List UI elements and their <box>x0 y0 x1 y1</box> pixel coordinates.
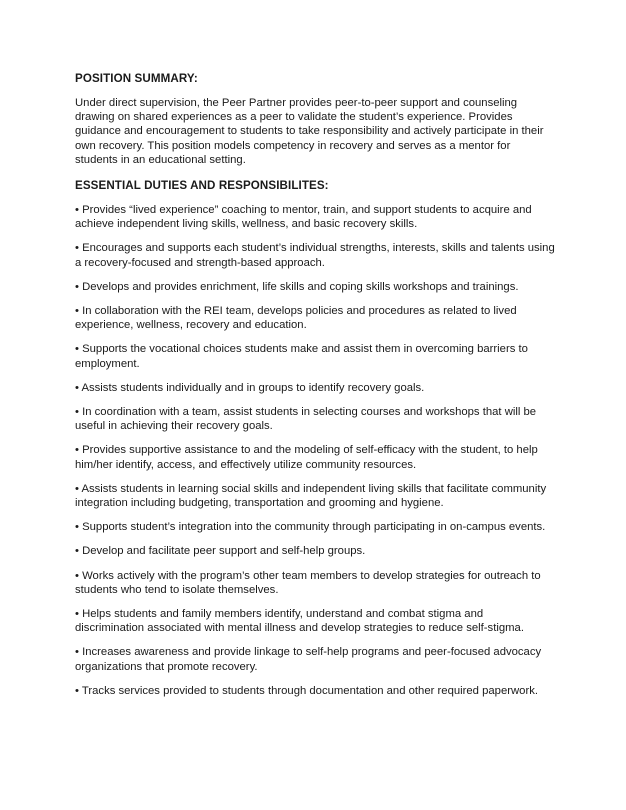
position-summary-heading: POSITION SUMMARY: <box>75 72 198 85</box>
duty-item: • Provides “lived experience” coaching to mentor, train, and support students to acquire and achieve independent living skills, wellness, and basic recovery skills. <box>75 204 532 231</box>
duty-item: • Encourages and supports each student’s individual strengths, interests, skills and talents using a recovery-focused and strength-based approach. <box>75 242 555 269</box>
duty-item: • In coordination with a team, assist students in selecting courses and workshops that will be useful in achieving their recovery goals. <box>75 406 537 433</box>
duty-item: • Helps students and family members identify, understand and combat stigma and discrimination associated with mental illness and develop strategies to reduce self-stigma. <box>75 608 524 635</box>
duty-item: • Works actively with the program’s other team members to develop strategies for outreach to students who tend to isolate themselves. <box>75 569 541 596</box>
duty-item: • Assists students individually and in groups to identify recovery goals. <box>75 381 425 394</box>
duty-item: • Tracks services provided to students through documentation and other required paperwork. <box>75 684 538 697</box>
document-page <box>75 72 555 708</box>
duty-item: • Develops and provides enrichment, life skills and coping skills workshops and trainings. <box>75 280 519 293</box>
duty-item: • In collaboration with the REI team, develops policies and procedures as related to lived experience, wellness, recovery and education. <box>75 305 517 332</box>
duty-item: • Develop and facilitate peer support and self-help groups. <box>75 545 366 558</box>
position-summary-text: Under direct supervision, the Peer Partner provides peer-to-peer support and counseling drawing on shared experiences as a peer to validate the student’s experience. Provides guidance and encouragement to students to take responsibility and actively participate in their own recovery. This position models competency in recovery and serves as a mentor for students in an educational setting. <box>75 97 544 166</box>
duty-item: • Increases awareness and provide linkage to self-help programs and peer-focused advocacy organizations that promote recovery. <box>75 646 542 673</box>
duty-item: • Provides supportive assistance to and the modeling of self-efficacy with the student, to help him/her identify, access, and effectively utilize community resources. <box>75 444 538 471</box>
duty-item: • Supports the vocational choices students make and assist them in overcoming barriers to employment. <box>75 343 528 370</box>
duty-item: • Supports student’s integration into the community through participating in on-campus events. <box>75 521 546 534</box>
duty-item: • Assists students in learning social skills and independent living skills that facilitate community integration including budgeting, transportation and grooming and hygiene. <box>75 482 547 510</box>
essential-duties-heading: ESSENTIAL DUTIES AND RESPONSIBILITES: <box>75 179 329 193</box>
